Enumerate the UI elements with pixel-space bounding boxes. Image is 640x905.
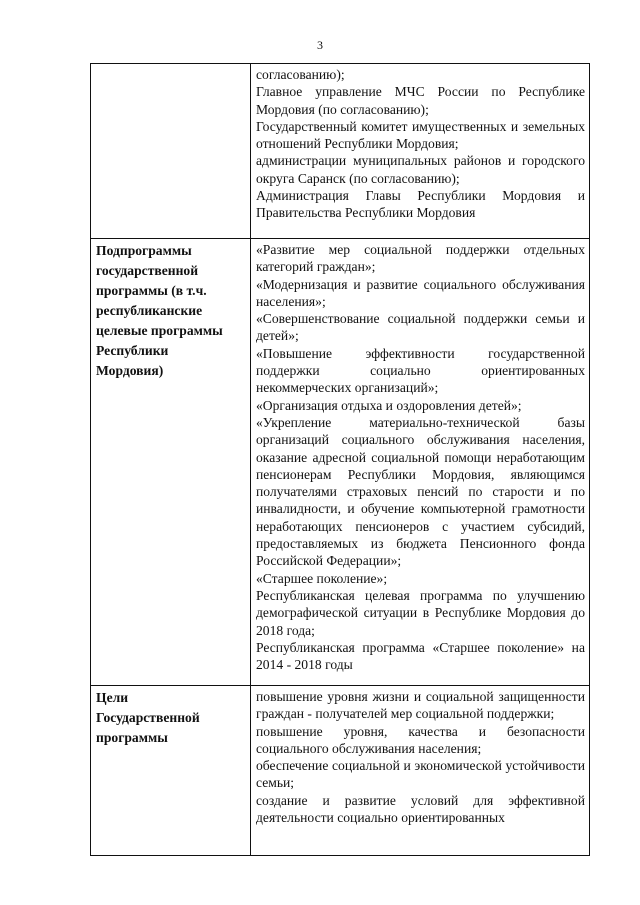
table-row (91, 64, 590, 239)
row-label-line: республиканские (96, 303, 203, 318)
row-content-cell (251, 239, 590, 686)
content-line: «Совершенствование социальной поддержки семьи и детей»; (256, 311, 585, 344)
content-line: создание и развитие условий для эффективной деятельности социально ориентированных (256, 792, 585, 826)
row-label-line: Подпрограммы (96, 243, 192, 258)
program-passport-table (90, 63, 590, 856)
page-number: 3 (317, 38, 323, 52)
content-line: «Развитие мер социальной поддержки отдельных категорий граждан»; (256, 242, 585, 275)
content-line: «Организация отдыха и оздоровления детей»; (256, 397, 522, 413)
table-row (91, 239, 590, 686)
content-line: повышение уровня, качества и безопасности социального обслуживания населения; (256, 723, 585, 756)
content-line: «Укрепление материально-технической базы организаций социального обслуживания населения, оказание адресной социальной помощи неработающим пенсионерам Республики Мордовия, являющимся получателями страховых пенсий по старости и по инвалидности, и обучение компьютерной грамотности неработающих пенсионеров с участием субсидий, предоставляемых из бюджета Пенсионного фонда Российской Федерации»; (256, 414, 585, 569)
content-line: «Старшее поколение»; (256, 570, 388, 586)
row-label-cell (91, 239, 251, 686)
row-content-cell (251, 64, 590, 239)
row-label-cell (91, 686, 251, 856)
content-line: Администрация Главы Республики Мордовия и Правительства Республики Мордовия (256, 188, 585, 221)
content-line: согласованию); (256, 67, 345, 82)
row-label-line: Государственной (96, 710, 200, 725)
content-line: Государственный комитет имущественных и земельных отношений Республики Мордовия; (256, 118, 585, 152)
content-line: Республиканская целевая программа по улучшению демографической ситуации в Республике Мордовия до 2018 года; (256, 587, 585, 638)
row-label-line: программы (в т.ч. (96, 283, 207, 298)
content-line: Главное управление МЧС России по Республике Мордовия (по согласованию); (256, 84, 585, 117)
content-line: повышение уровня жизни и социальной защищенности граждан - получателей мер социальной поддержки; (256, 689, 585, 722)
content-line: «Повышение эффективности государственной поддержки социально ориентированных некоммерческих организаций»; (256, 345, 585, 396)
content-line: обеспечение социальной и экономической устойчивости семьи; (256, 758, 585, 791)
row-label-cell (91, 64, 251, 239)
row-content-cell (251, 686, 590, 856)
table-row (91, 686, 590, 856)
row-label-line: Республики (96, 343, 169, 358)
content-line: администрации муниципальных районов и городского округа Саранск (по согласованию); (256, 153, 585, 186)
row-label-line: целевые программы (96, 323, 223, 338)
row-label-line: Цели (96, 690, 129, 705)
content-line: «Модернизация и развитие социального обслуживания населения»; (256, 276, 585, 309)
row-label-line: программы (96, 730, 168, 745)
row-label-line: государственной (96, 263, 199, 278)
row-label-line: Мордовия) (96, 363, 164, 378)
content-line: Республиканская программа «Старшее поколение» на 2014 - 2018 годы (256, 639, 585, 673)
